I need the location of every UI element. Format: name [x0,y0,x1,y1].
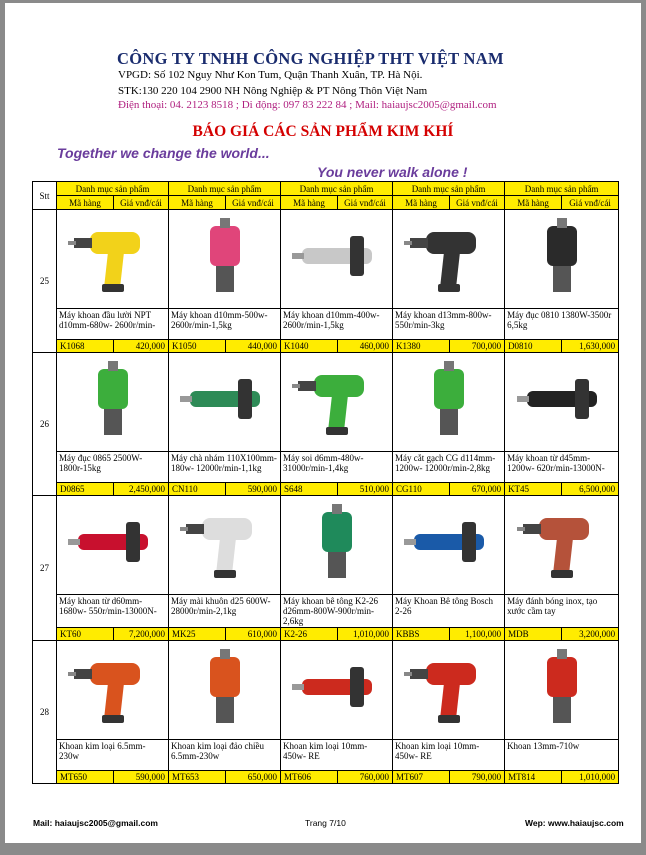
product-code: MT814 [505,771,562,784]
slogan-never-alone: You never walk alone ! [317,164,468,180]
product-code: K1380 [393,340,450,353]
drill-red-icon [404,649,494,731]
magnetic-drill-icon [517,361,607,443]
product-description: Khoan kim loại đảo chiều 6.5mm-230w [169,740,281,771]
footer-mail: Mail: haiaujsc2005@gmail.com [33,818,158,828]
product-image [505,353,619,452]
product-image [169,641,281,740]
price-header: Giá vnđ/cái [562,196,619,210]
product-description: Máy mài khuôn d25 600W- 28000r/min-2,1kg [169,595,281,628]
product-code: MK25 [169,628,226,641]
product-price: 2,450,000 [114,483,169,496]
product-code: S648 [281,483,338,496]
code-price-row [33,483,619,496]
product-description: Máy đục 0865 2500W- 1800r-15kg [57,452,169,483]
product-description: Máy khoan d13mm-800w- 550r/min-3kg [393,309,505,340]
drill-black-icon [404,218,494,300]
product-code: D0865 [57,483,114,496]
drill-grey-icon [292,218,382,300]
product-description: Máy Khoan Bê tông Bosch 2-26 [393,595,505,628]
product-image [393,496,505,595]
hammer-drill-icon [517,218,607,300]
footer-website: Wep: www.haiaujsc.com [525,818,624,828]
company-name: CÔNG TY TNHH CÔNG NGHIỆP THT VIỆT NAM [117,49,504,68]
image-row [33,353,619,452]
product-code: MT650 [57,771,114,784]
category-header: Danh mục sản phẩm [281,182,393,196]
product-code: K1050 [169,340,226,353]
image-row [33,641,619,740]
product-price: 440,000 [226,340,281,353]
product-price: 510,000 [338,483,393,496]
product-image [505,496,619,595]
product-code: MDB [505,628,562,641]
code-header: Mã hàng [169,196,226,210]
code-header: Mã hàng [281,196,338,210]
price-header: Giá vnđ/cái [338,196,393,210]
product-image [505,641,619,740]
product-table [32,181,619,784]
product-code: KT45 [505,483,562,496]
product-price: 760,000 [338,771,393,784]
stt-header: Stt [33,182,57,210]
drill-orange-icon [180,649,270,731]
code-header: Mã hàng [505,196,562,210]
drill-orange-icon [68,649,158,731]
product-description: Máy khoan đầu lười NPT d10mm-680w- 2600r/min- [57,309,169,340]
rotary-hammer-icon [292,504,382,586]
code-header: Mã hàng [393,196,450,210]
product-code: CN110 [169,483,226,496]
product-code: MT653 [169,771,226,784]
product-description: Máy khoan từ d45mm- 1200w- 620r/min-13000N- [505,452,619,483]
product-description: Khoan kim loại 10mm-450w- RE [281,740,393,771]
product-image [281,210,393,309]
product-description: Máy chà nhám 110X100mm- 180w- 12000r/min-1,1kg [169,452,281,483]
product-code: K2-26 [281,628,338,641]
code-price-row [33,771,619,784]
category-header: Danh mục sản phẩm [169,182,281,196]
contact-info: Điện thoại: 04. 2123 8518 ; Di động: 097 83 222 84 ; Mail: haiaujsc2005@gmail.com [118,99,497,111]
product-image [57,353,169,452]
product-image [57,641,169,740]
bosch-hammer-icon [404,504,494,586]
product-price: 3,200,000 [562,628,619,641]
polisher-icon [517,504,607,586]
category-header: Danh mục sản phẩm [57,182,169,196]
product-description: Máy cắt gạch CG d114mm- 1200w- 12000r/min-2,8kg [393,452,505,483]
die-grinder-icon [180,504,270,586]
product-image [393,641,505,740]
product-price: 590,000 [114,771,169,784]
description-row [33,309,619,340]
company-address: VPGD: Số 102 Nguy Như Kon Tum, Quận Thanh Xuân, TP. Hà Nội. [118,69,423,81]
product-price: 1,100,000 [450,628,505,641]
product-description: Máy khoan bê tông K2-26 d26mm-800W-900r/min-2,6kg [281,595,393,628]
price-list-page [5,3,641,843]
image-row [33,210,619,309]
description-row [33,452,619,483]
product-code: K1068 [57,340,114,353]
table-header-row [33,182,619,196]
row-number: 27 [33,496,57,641]
product-description: Khoan kim loại 10mm-450w- RE [393,740,505,771]
drill-yellow-icon [68,218,158,300]
price-header: Giá vnđ/cái [226,196,281,210]
category-header: Danh mục sản phẩm [505,182,619,196]
product-code: MT607 [393,771,450,784]
product-price: 460,000 [338,340,393,353]
router-icon [292,361,382,443]
image-row [33,496,619,595]
product-description: Máy khoan từ d60mm- 1680w- 550r/min-13000N- [57,595,169,628]
category-header: Danh mục sản phẩm [393,182,505,196]
product-image [393,353,505,452]
product-price: 650,000 [226,771,281,784]
product-image [169,210,281,309]
description-row [33,740,619,771]
product-price: 590,000 [226,483,281,496]
product-price: 700,000 [450,340,505,353]
row-number: 25 [33,210,57,353]
product-price: 1,010,000 [562,771,619,784]
magnetic-drill-red-icon [68,504,158,586]
slogan-together: Together we change the world... [57,145,270,161]
footer-page-number: Trang 7/10 [305,818,346,828]
table-subheader-row [33,196,619,210]
product-code: KBBS [393,628,450,641]
product-price: 790,000 [450,771,505,784]
drill-red-icon [292,649,382,731]
price-header: Giá vnđ/cái [114,196,169,210]
bank-account: STK:130 220 104 2900 NH Nông Nghiệp & PT Nông Thôn Việt Nam [118,85,428,97]
product-image [57,210,169,309]
product-image [281,496,393,595]
product-price: 670,000 [450,483,505,496]
product-code: CG110 [393,483,450,496]
product-description: Máy khoan d10mm-400w- 2600r/min-1,5kg [281,309,393,340]
product-code: K1040 [281,340,338,353]
tile-cutter-icon [404,361,494,443]
product-code: MT606 [281,771,338,784]
quote-title: BÁO GIÁ CÁC SẢN PHẨM KIM KHÍ [192,123,454,140]
code-price-row [33,340,619,353]
sander-icon [180,361,270,443]
row-number: 28 [33,641,57,784]
product-price: 1,010,000 [338,628,393,641]
product-image [281,641,393,740]
product-image [57,496,169,595]
demolition-hammer-icon [68,361,158,443]
product-description: Máy khoan d10mm-500w- 2600r/min-1,5kg [169,309,281,340]
product-image [169,353,281,452]
product-price: 1,630,000 [562,340,619,353]
product-code: KT60 [57,628,114,641]
product-description: Máy soi d6mm-480w- 31000r/min-1,4kg [281,452,393,483]
product-price: 420,000 [114,340,169,353]
product-price: 6,500,000 [562,483,619,496]
price-header: Giá vnđ/cái [450,196,505,210]
description-row [33,595,619,628]
product-description: Máy đánh bóng inox, tạo xước cầm tay [505,595,619,628]
product-price: 7,200,000 [114,628,169,641]
product-description: Máy đục 0810 1380W-3500r 6,5kg [505,309,619,340]
row-number: 26 [33,353,57,496]
code-price-row [33,628,619,641]
product-image [393,210,505,309]
product-image [505,210,619,309]
product-description: Khoan 13mm-710w [505,740,619,771]
drill-pink-icon [180,218,270,300]
drill-red-icon [517,649,607,731]
product-price: 610,000 [226,628,281,641]
product-description: Khoan kim loại 6.5mm- 230w [57,740,169,771]
product-image [169,496,281,595]
product-code: D0810 [505,340,562,353]
product-image [281,353,393,452]
code-header: Mã hàng [57,196,114,210]
